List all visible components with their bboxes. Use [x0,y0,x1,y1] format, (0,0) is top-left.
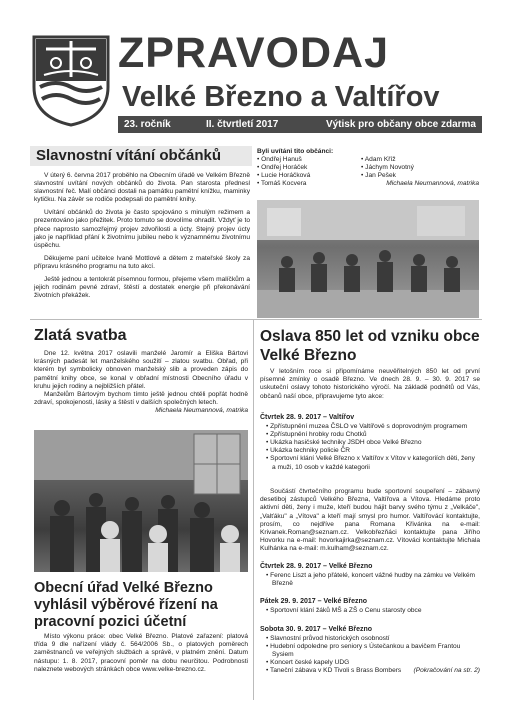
program-item: • Sportovní klání Velké Březno x Valtířov x Vítov v kategoriích děti, ženy a muži, 10 osob v každé kategorii [266,455,480,471]
attendee-name: • Tomáš Kocvera [257,180,361,188]
celebration-day-3 [260,598,480,615]
program-item: • Slavnostní průvod historických osobností [266,635,480,643]
program-item: • Sportovní klání žáků MŠ a ZŠ o Cenu starosty obce [266,607,480,615]
masthead-subtitle: Velké Březno a Valtířov [122,81,440,113]
attendee-name: • Adam Kříž [361,156,414,164]
attendee-name: • Lucie Horáčková [257,172,361,180]
welcome-title: Slavnostní vítání občánků [36,147,222,164]
attendee-name: • Ondřej Hanuš [257,156,361,164]
wedding-paragraph: Dne 12. května 2017 oslavili manželé Jaromír a Eliška Bártovi krásných padesát let manželského soužití – zlatou svatbu. Obřad, při kterém byl symbolicky obnoven manželský slib a proveden zápis do pamětní knihy obce, se konal v obřadní místnosti Obecního úřadu v kruhu jejich rodiny a nejbližších přátel. [34,350,248,390]
office-title: Obecní úřad Velké Březno vyhlásil výběrové řízení na pracovní pozici účetní [34,580,218,630]
welcome-heading-box [30,146,252,166]
welcome-paragraph: V úterý 6. června 2017 proběhlo na Obecním úřadě ve Velkém Březně slavnostní uvítání nových občánků do života. Pan starosta přednesl slavnostní řeč. Malí občánci dostali na památku pamětní knížku, maminky kytičku. Na závěr se rodiče podepsali do pamětní knihy. [34,172,250,204]
wedding-paragraph: Manželům Bártovým bychom tímto ještě jednou chtěli popřát hodně zdraví, spokojenosti, lásky a štěstí v dalších společných letech. [34,391,248,407]
celebration-day-1 [260,414,480,472]
tagline-label: Výtisk pro občany obce zdarma [325,119,476,130]
masthead-title: ZPRAVODAJ [118,29,390,77]
attendees-heading: Byli uvítáni tito občánci: [257,148,334,155]
wedding-photo [34,430,248,572]
municipal-crest-icon [32,35,110,127]
welcome-photo-image [257,200,479,318]
volume-label: 23. ročník [124,119,171,130]
attendee-name: • Jan Pešek [361,172,414,180]
masthead-info-bar [118,116,482,133]
wedding-photo-image [34,430,248,572]
celebration-paragraph: Součástí čtvrtečního programu bude sportovní soupeření – zábavný desetiboj zástupců Velkého Března, Valtířova a Vítova. Hledáme proto aktivní děti, ženy i muže, kteří budou hájit barvy svého týmu z „Velkáče", „Valťáku" a „Vítova" a kteří mají smysl pro humor. Valtířovácí kontaktujte, prosím, co nejdříve pana Romana Křivánka na e-mail: Krivanek.Roman@seznam.cz. Velkobřezňáci kontaktujte pana Jiřího Hovorku na e-mail: hovorkajirka@seznam.cz. Vítováci kontaktujte Michala Kulhánka na e-mail: m.kulham@seznam.cz. [260,488,480,553]
welcome-paragraph: Uvítání občánků do života je často spojováno s minulým režimem a prezentováno jako přežitek. Proto tomuto se dovolíme ohradit. Vždyť je to přece naprosto samozřejmý projev zdvořilosti a úcty. Stejný projev úcty jako je například přání k životnímu jubileu nebo k významnému životnímu úspěchu. [34,209,250,249]
wedding-signature: Michaela Neumannová, matrika [155,407,248,415]
program-item-text: Taneční zábava v KD Tivoli s Brass Bombers [270,667,402,675]
attendee-name: • Jáchym Novotný [361,164,414,172]
welcome-photo [257,200,479,318]
program-item: • Ukázka hasičské techniky JSDH obce Velké Březno [266,439,480,447]
program-item [266,667,480,675]
program-item: • Zpřístupnění muzea ČSLO ve Valtířově s doprovodným programem [266,423,480,431]
celebration-day-4 [260,626,480,676]
day-program-list [260,572,480,588]
attendee-name: • Ondřej Horáček [257,164,361,172]
day-program-list [260,607,480,615]
day-heading: Sobota 30. 9. 2017 – Velké Březno [260,626,373,633]
program-item: • Hudební odpoledne pro seniory s Ústečankou a bavičem Frantou Sysiem [266,643,480,659]
office-paragraph: Místo výkonu práce: obec Velké Březno. Platové zařazení: platová třída 9 dle nařízení vlády č. 564/2006 Sb., o platových poměrech zaměstnanců ve veřejných službách a správě, v platném znění. Datum nástupu: 1. 8. 2017, pracovní poměr na dobu neurčitou. Podrobnosti naleznete webových stránkách obce www.velke-brezno.cz. [34,633,248,673]
column-divider [253,320,254,700]
celebration-day-2 [260,563,480,588]
program-item: • Ferenc Liszt a jeho přátelé, koncert vážné hudby na zámku ve Velkém Březně [266,572,480,588]
welcome-paragraph: Ještě jednou a tentokrát písemnou formou, přejeme všem malíčkům a jejich rodinám pevné zdraví, štěstí a dostatek energie při překonávání životních překážek. [34,276,250,300]
day-heading: Čtvrtek 28. 9. 2017 – Valtířov [260,414,355,421]
welcome-paragraph: Děkujeme paní učitelce Ivaně Mottlové a dětem z mateřské školy za přípravu krásného programu na tuto akcí. [34,254,250,270]
day-heading: Pátek 29. 9. 2017 – Velké Březno [260,598,368,605]
program-item: • Ukázka techniky policie ČR [266,447,480,455]
day-heading: Čtvrtek 28. 9. 2017 – Velké Březno [260,563,373,570]
day-program-list [260,423,480,472]
day-program-list [260,635,480,675]
office-article [34,633,248,674]
celebration-intro: V letošním roce si připomínáme neuvěřitelných 850 let od první písemné zmínky o osadě Březno. Ve dnech 28. 9. – 30. 9. 2017 se uskuteční oslavy tohoto historického výročí. Na základě podnětů od Vás, občanů naší obce, připravujeme tyto akce: [260,368,480,400]
masthead [30,30,482,136]
wedding-article [34,350,248,416]
continued-note: (Pokračování na str. 2) [413,667,480,675]
celebration-title: Oslava 850 let od vzniku obce Velké Březno [260,328,480,364]
welcome-signature: Michaela Neumannová, matrika [386,180,479,187]
quarter-label: II. čtvrtletí 2017 [206,119,279,130]
section-divider [30,319,482,320]
welcome-article [34,172,250,305]
program-item: • Zpřístupnění hrobky rodu Chotků [266,431,480,439]
wedding-title: Zlatá svatba [34,327,127,344]
program-item: • Koncert české kapely UDG [266,659,480,667]
attendees-list-1 [257,156,361,188]
attendees-box [257,148,479,188]
